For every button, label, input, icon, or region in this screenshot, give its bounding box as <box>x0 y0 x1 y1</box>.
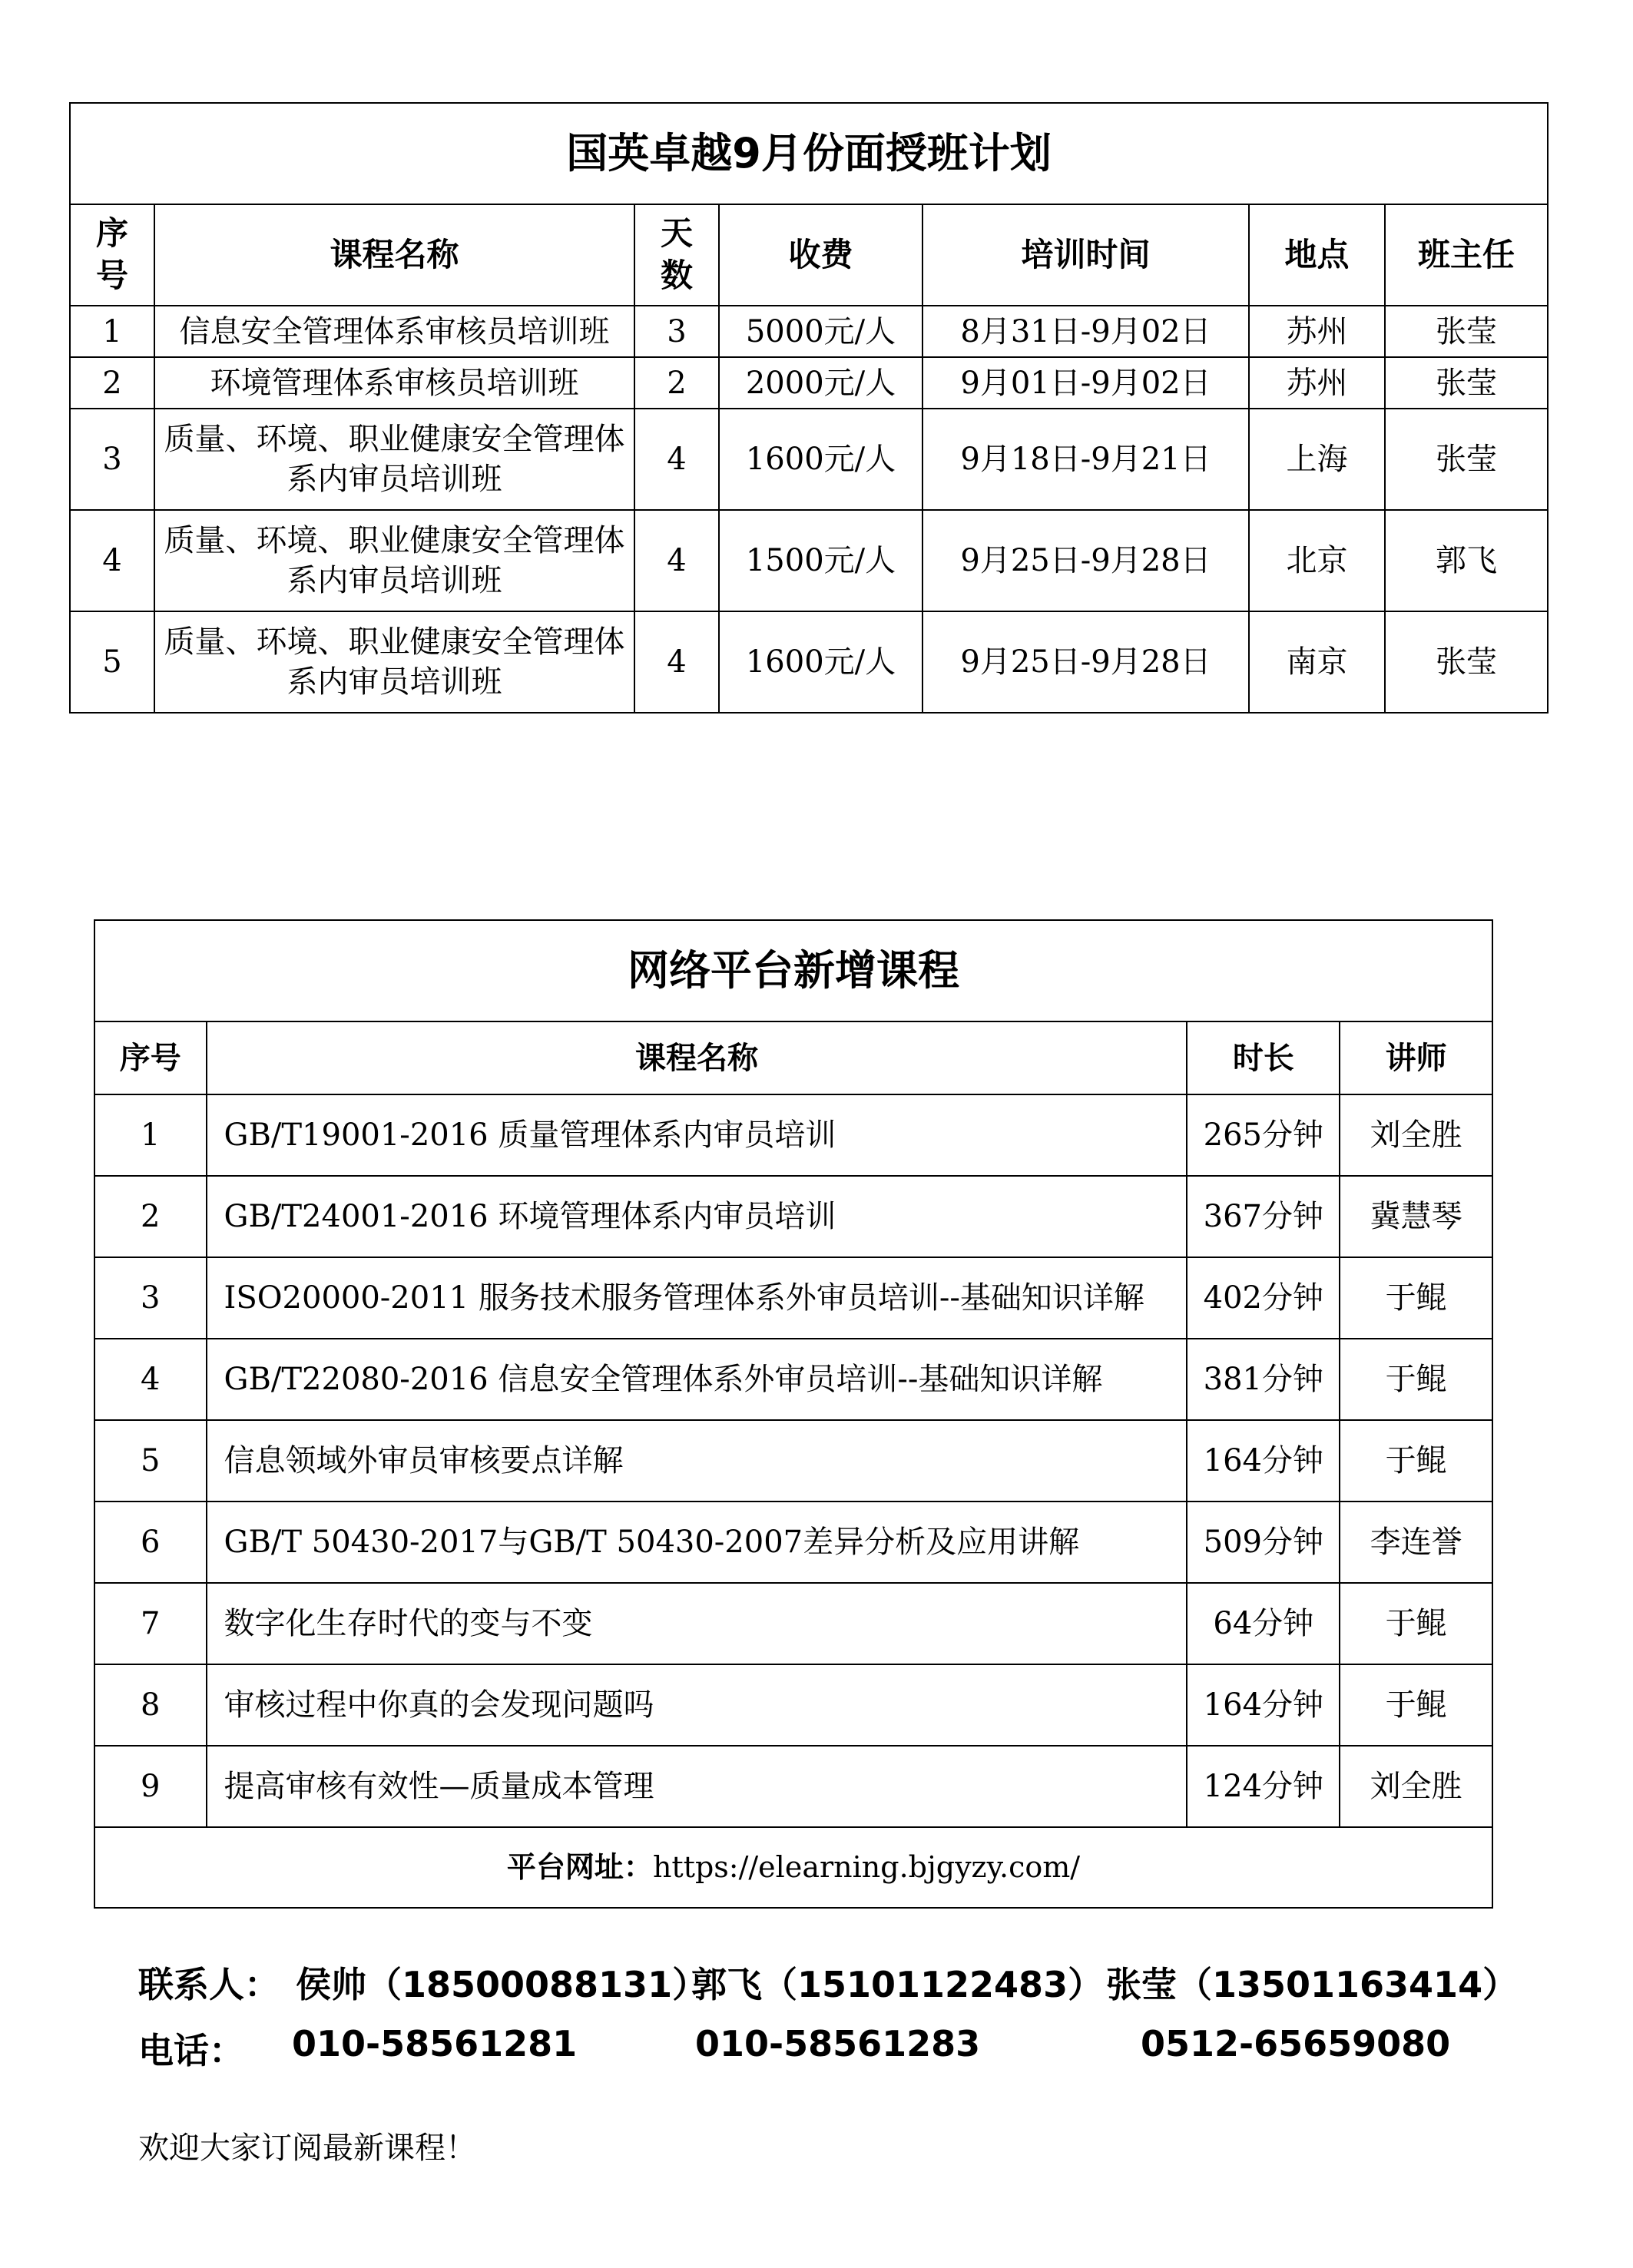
row-lecturer: 于鲲 <box>1340 1339 1492 1420</box>
row-course-name: 环境管理体系审核员培训班 <box>154 357 634 409</box>
row-days: 4 <box>634 510 719 611</box>
row-duration: 164分钟 <box>1187 1664 1340 1746</box>
row-location: 南京 <box>1249 611 1385 713</box>
row-index: 2 <box>70 357 154 409</box>
row-head-teacher: 张莹 <box>1385 611 1548 713</box>
row-location: 苏州 <box>1249 357 1385 409</box>
table-row <box>94 1664 1492 1746</box>
row-training-time: 9月25日-9月28日 <box>922 611 1249 713</box>
row-fee: 1500元/人 <box>719 510 922 611</box>
row-index: 3 <box>70 409 154 510</box>
row-lecturer: 于鲲 <box>1340 1257 1492 1339</box>
row-duration: 367分钟 <box>1187 1176 1340 1257</box>
table-row <box>94 1257 1492 1339</box>
row-duration: 402分钟 <box>1187 1257 1340 1339</box>
row-head-teacher: 郭飞 <box>1385 510 1548 611</box>
row-index: 3 <box>94 1257 207 1339</box>
header-index: 序号 <box>94 1021 207 1094</box>
row-course-name: 审核过程中你真的会发现问题吗 <box>207 1664 1187 1746</box>
row-index: 6 <box>94 1502 207 1583</box>
row-lecturer: 于鲲 <box>1340 1420 1492 1502</box>
table-row <box>70 306 1548 357</box>
welcome-note: 欢迎大家订阅最新课程！ <box>138 2131 476 2166</box>
class-plan-table <box>69 102 1549 714</box>
table-row <box>94 1176 1492 1257</box>
row-course-name: 数字化生存时代的变与不变 <box>207 1583 1187 1664</box>
row-days: 2 <box>634 357 719 409</box>
header-duration: 时长 <box>1187 1021 1340 1094</box>
row-head-teacher: 张莹 <box>1385 357 1548 409</box>
row-index: 8 <box>94 1664 207 1746</box>
row-duration: 64分钟 <box>1187 1583 1340 1664</box>
header-training-time: 培训时间 <box>922 204 1249 306</box>
row-duration: 124分钟 <box>1187 1746 1340 1827</box>
row-days: 4 <box>634 409 719 510</box>
row-head-teacher: 张莹 <box>1385 306 1548 357</box>
row-fee: 5000元/人 <box>719 306 922 357</box>
platform-url-link[interactable]: https://elearning.bjgyzy.com/ <box>652 1849 1081 1884</box>
row-course-name: GB/T 50430-2017与GB/T 50430-2007差异分析及应用讲解 <box>207 1502 1187 1583</box>
row-days: 3 <box>634 306 719 357</box>
table-row <box>70 409 1548 510</box>
contacts-label: 联系人： <box>138 1964 280 2005</box>
row-lecturer: 于鲲 <box>1340 1583 1492 1664</box>
row-duration: 381分钟 <box>1187 1339 1340 1420</box>
row-location: 苏州 <box>1249 306 1385 357</box>
row-duration: 509分钟 <box>1187 1502 1340 1583</box>
row-index: 1 <box>94 1094 207 1176</box>
row-index: 5 <box>70 611 154 713</box>
row-head-teacher: 张莹 <box>1385 409 1548 510</box>
table-row <box>70 357 1548 409</box>
row-fee: 1600元/人 <box>719 611 922 713</box>
header-index: 序号 <box>70 204 154 306</box>
row-training-time: 9月01日-9月02日 <box>922 357 1249 409</box>
row-training-time: 9月18日-9月21日 <box>922 409 1249 510</box>
row-location: 上海 <box>1249 409 1385 510</box>
row-training-time: 8月31日-9月02日 <box>922 306 1249 357</box>
row-duration: 164分钟 <box>1187 1420 1340 1502</box>
phone-3: 0512-65659080 <box>1141 2023 1451 2064</box>
table-row <box>94 1502 1492 1583</box>
header-location: 地点 <box>1249 204 1385 306</box>
phone-label: 电话： <box>138 2030 244 2071</box>
header-days: 天数 <box>634 204 719 306</box>
row-lecturer: 于鲲 <box>1340 1664 1492 1746</box>
row-duration: 265分钟 <box>1187 1094 1340 1176</box>
header-fee: 收费 <box>719 204 922 306</box>
contact-person-2: 郭飞（15101122483） <box>691 1964 1104 2005</box>
online-courses-table <box>94 919 1493 1909</box>
header-lecturer: 讲师 <box>1340 1021 1492 1094</box>
class-plan-title: 国英卓越9月份面授班计划 <box>70 103 1548 204</box>
row-fee: 2000元/人 <box>719 357 922 409</box>
platform-url-row <box>94 1827 1492 1908</box>
header-course-name: 课程名称 <box>154 204 634 306</box>
platform-url-label: 平台网址： <box>506 1849 653 1884</box>
row-lecturer: 刘全胜 <box>1340 1094 1492 1176</box>
table-row <box>94 1339 1492 1420</box>
row-course-name: 信息安全管理体系审核员培训班 <box>154 306 634 357</box>
row-index: 7 <box>94 1583 207 1664</box>
row-course-name: ISO20000-2011 服务技术服务管理体系外审员培训--基础知识详解 <box>207 1257 1187 1339</box>
row-days: 4 <box>634 611 719 713</box>
header-course-name: 课程名称 <box>207 1021 1187 1094</box>
header-head-teacher: 班主任 <box>1385 204 1548 306</box>
table-row <box>94 1420 1492 1502</box>
row-fee: 1600元/人 <box>719 409 922 510</box>
online-courses-header-row <box>94 1021 1492 1094</box>
row-course-name: 质量、环境、职业健康安全管理体系内审员培训班 <box>154 611 634 713</box>
row-course-name: 质量、环境、职业健康安全管理体系内审员培训班 <box>154 510 634 611</box>
table-row <box>94 1746 1492 1827</box>
class-plan-header-row <box>70 204 1548 306</box>
table-row <box>70 510 1548 611</box>
row-course-name: GB/T24001-2016 环境管理体系内审员培训 <box>207 1176 1187 1257</box>
table-row <box>94 1583 1492 1664</box>
row-lecturer: 李连誉 <box>1340 1502 1492 1583</box>
row-lecturer: 冀慧琴 <box>1340 1176 1492 1257</box>
contact-person-3: 张莹（13501163414） <box>1106 1964 1519 2005</box>
row-course-name: 信息领域外审员审核要点详解 <box>207 1420 1187 1502</box>
contact-person-1: 侯帅（18500088131） <box>296 1964 708 2005</box>
row-training-time: 9月25日-9月28日 <box>922 510 1249 611</box>
row-location: 北京 <box>1249 510 1385 611</box>
table-row <box>70 611 1548 713</box>
online-courses-title: 网络平台新增课程 <box>94 920 1492 1021</box>
row-index: 4 <box>94 1339 207 1420</box>
row-index: 4 <box>70 510 154 611</box>
row-course-name: GB/T19001-2016 质量管理体系内审员培训 <box>207 1094 1187 1176</box>
row-course-name: 提高审核有效性—质量成本管理 <box>207 1746 1187 1827</box>
row-course-name: GB/T22080-2016 信息安全管理体系外审员培训--基础知识详解 <box>207 1339 1187 1420</box>
phone-2: 010-58561283 <box>695 2023 981 2064</box>
row-index: 1 <box>70 306 154 357</box>
row-lecturer: 刘全胜 <box>1340 1746 1492 1827</box>
row-index: 9 <box>94 1746 207 1827</box>
row-course-name: 质量、环境、职业健康安全管理体系内审员培训班 <box>154 409 634 510</box>
row-index: 2 <box>94 1176 207 1257</box>
table-row <box>94 1094 1492 1176</box>
row-index: 5 <box>94 1420 207 1502</box>
phone-1: 010-58561281 <box>292 2023 578 2064</box>
